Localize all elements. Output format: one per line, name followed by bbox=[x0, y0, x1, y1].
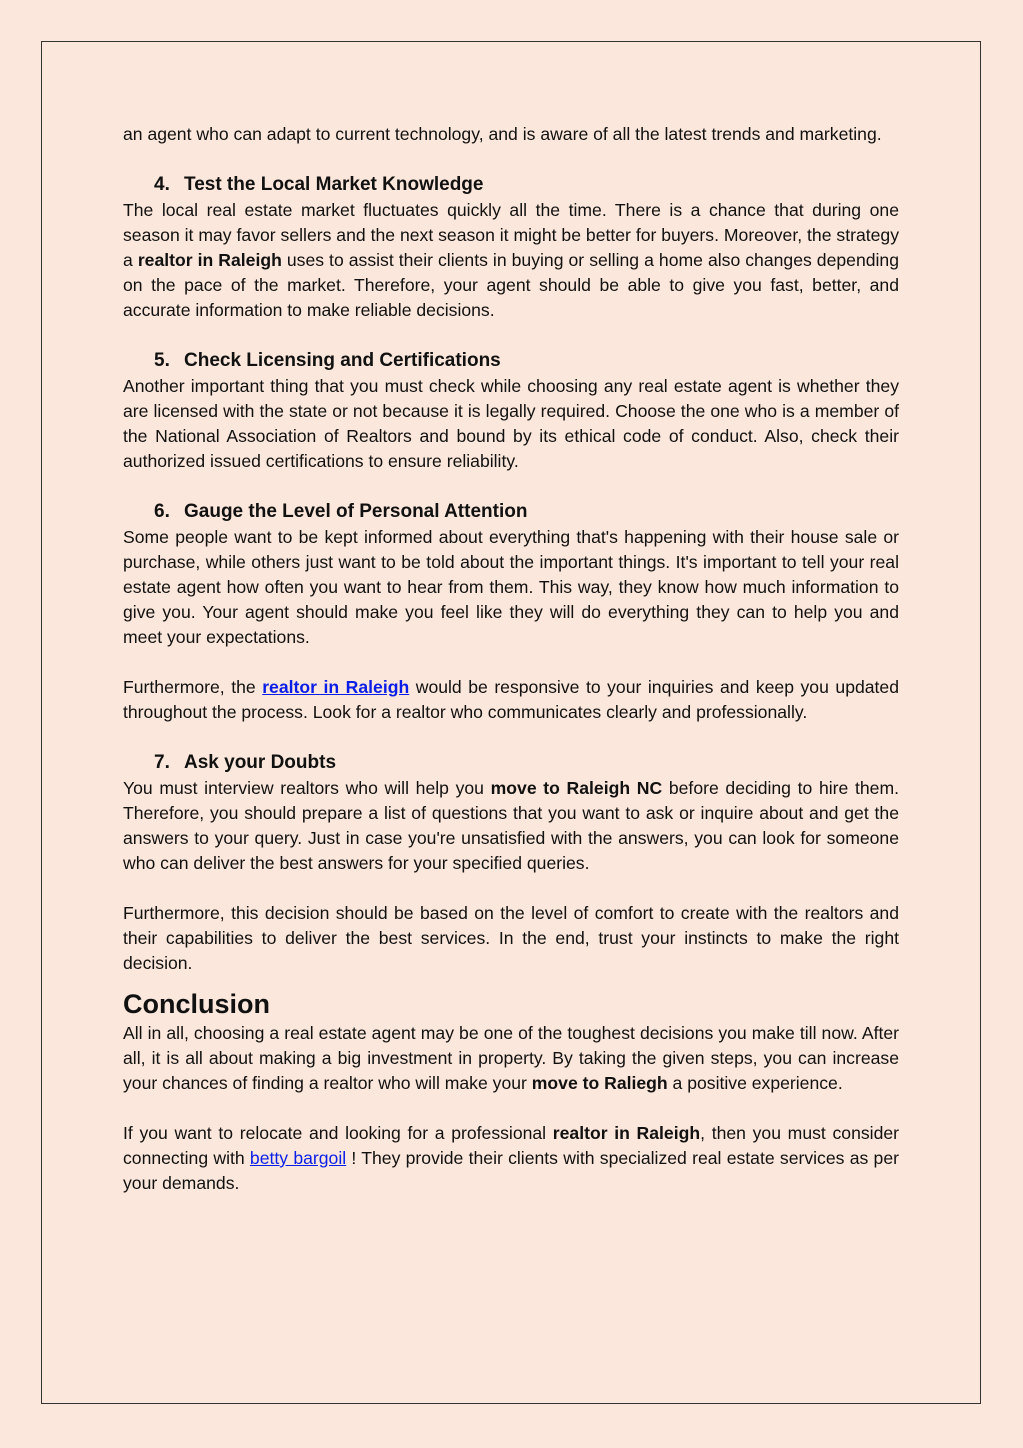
section-6-paragraph: Some people want to be kept informed about everything that's happening with their house sale or purchase, while others just want to be told about the important things. It's important to tell your real estate agent how often you want to hear from them. This way, they know how much information to give you. Your agent should make you feel like they will do everything they can to help you and meet your expectations. bbox=[123, 527, 899, 647]
keyword-bold: realtor in Raleigh bbox=[552, 1123, 701, 1143]
section-title: Test the Local Market Knowledge bbox=[184, 174, 484, 195]
section-number: 6. bbox=[154, 501, 170, 522]
document-body bbox=[123, 122, 899, 1196]
realtor-raleigh-link[interactable]: realtor in Raleigh bbox=[262, 677, 410, 697]
section-number: 4. bbox=[154, 174, 170, 195]
conclusion-heading: Conclusion bbox=[123, 989, 270, 1019]
section-7-paragraph: You must interview realtors who will help you move to Raleigh NC before deciding to hire them. Therefore, you should prepare a list of questions that you want to ask or inquire about and get the answers to your query. Just in case you're unsatisfied with the answers, you can look for someone who can deliver the best answers for your specified queries. bbox=[123, 778, 899, 873]
betty-bargoil-link[interactable]: betty bargoil bbox=[249, 1148, 347, 1168]
intro-paragraph: an agent who can adapt to current technology, and is aware of all the latest trends and marketing. bbox=[123, 124, 882, 144]
section-4-paragraph: The local real estate market fluctuates quickly all the time. There is a chance that during one season it may favor sellers and the next season it might be better for buyers. Moreover, the strategy a realtor in Raleigh uses to assist their clients in buying or selling a home also changes depending on the pace of the market. Therefore, your agent should be able to give you fast, better, and accurate information to make reliable decisions. bbox=[123, 200, 899, 320]
keyword-bold: move to Raliegh bbox=[531, 1073, 668, 1093]
section-number: 5. bbox=[154, 350, 170, 371]
section-heading-5 bbox=[123, 348, 899, 374]
section-title: Ask your Doubts bbox=[184, 752, 337, 773]
conclusion-paragraph: All in all, choosing a real estate agent may be one of the toughest decisions you make till now. After all, it is all about making a big investment in property. By taking the given steps, you can increase your chances of finding a realtor who will make your move to Raliegh a positive experience. bbox=[123, 1023, 899, 1093]
section-6-paragraph-2: Furthermore, the realtor in Raleigh would be responsive to your inquiries and keep you updated throughout the process. Look for a realtor who communicates clearly and professionally. bbox=[123, 677, 899, 722]
keyword-bold: move to Raleigh NC bbox=[490, 778, 663, 798]
section-title: Check Licensing and Certifications bbox=[184, 350, 501, 371]
section-heading-4 bbox=[123, 172, 899, 198]
section-7-paragraph-2: Furthermore, this decision should be based on the level of comfort to create with the realtors and their capabilities to deliver the best services. In the end, trust your instincts to make the right decision. bbox=[123, 903, 899, 973]
section-title: Gauge the Level of Personal Attention bbox=[184, 501, 528, 522]
conclusion-paragraph-2: If you want to relocate and looking for a professional realtor in Raleigh, then you must consider connecting with betty bargoil ! They provide their clients with specialized real estate services as per your demands. bbox=[123, 1123, 899, 1193]
section-number: 7. bbox=[154, 752, 170, 773]
section-heading-6 bbox=[123, 499, 899, 525]
section-5-paragraph: Another important thing that you must check while choosing any real estate agent is whether they are licensed with the state or not because it is legally required. Choose the one who is a member of the National Association of Realtors and bound by its ethical code of conduct. Also, check their authorized issued certifications to ensure reliability. bbox=[123, 376, 899, 471]
keyword-bold: realtor in Raleigh bbox=[137, 250, 282, 270]
section-heading-7 bbox=[123, 750, 899, 776]
